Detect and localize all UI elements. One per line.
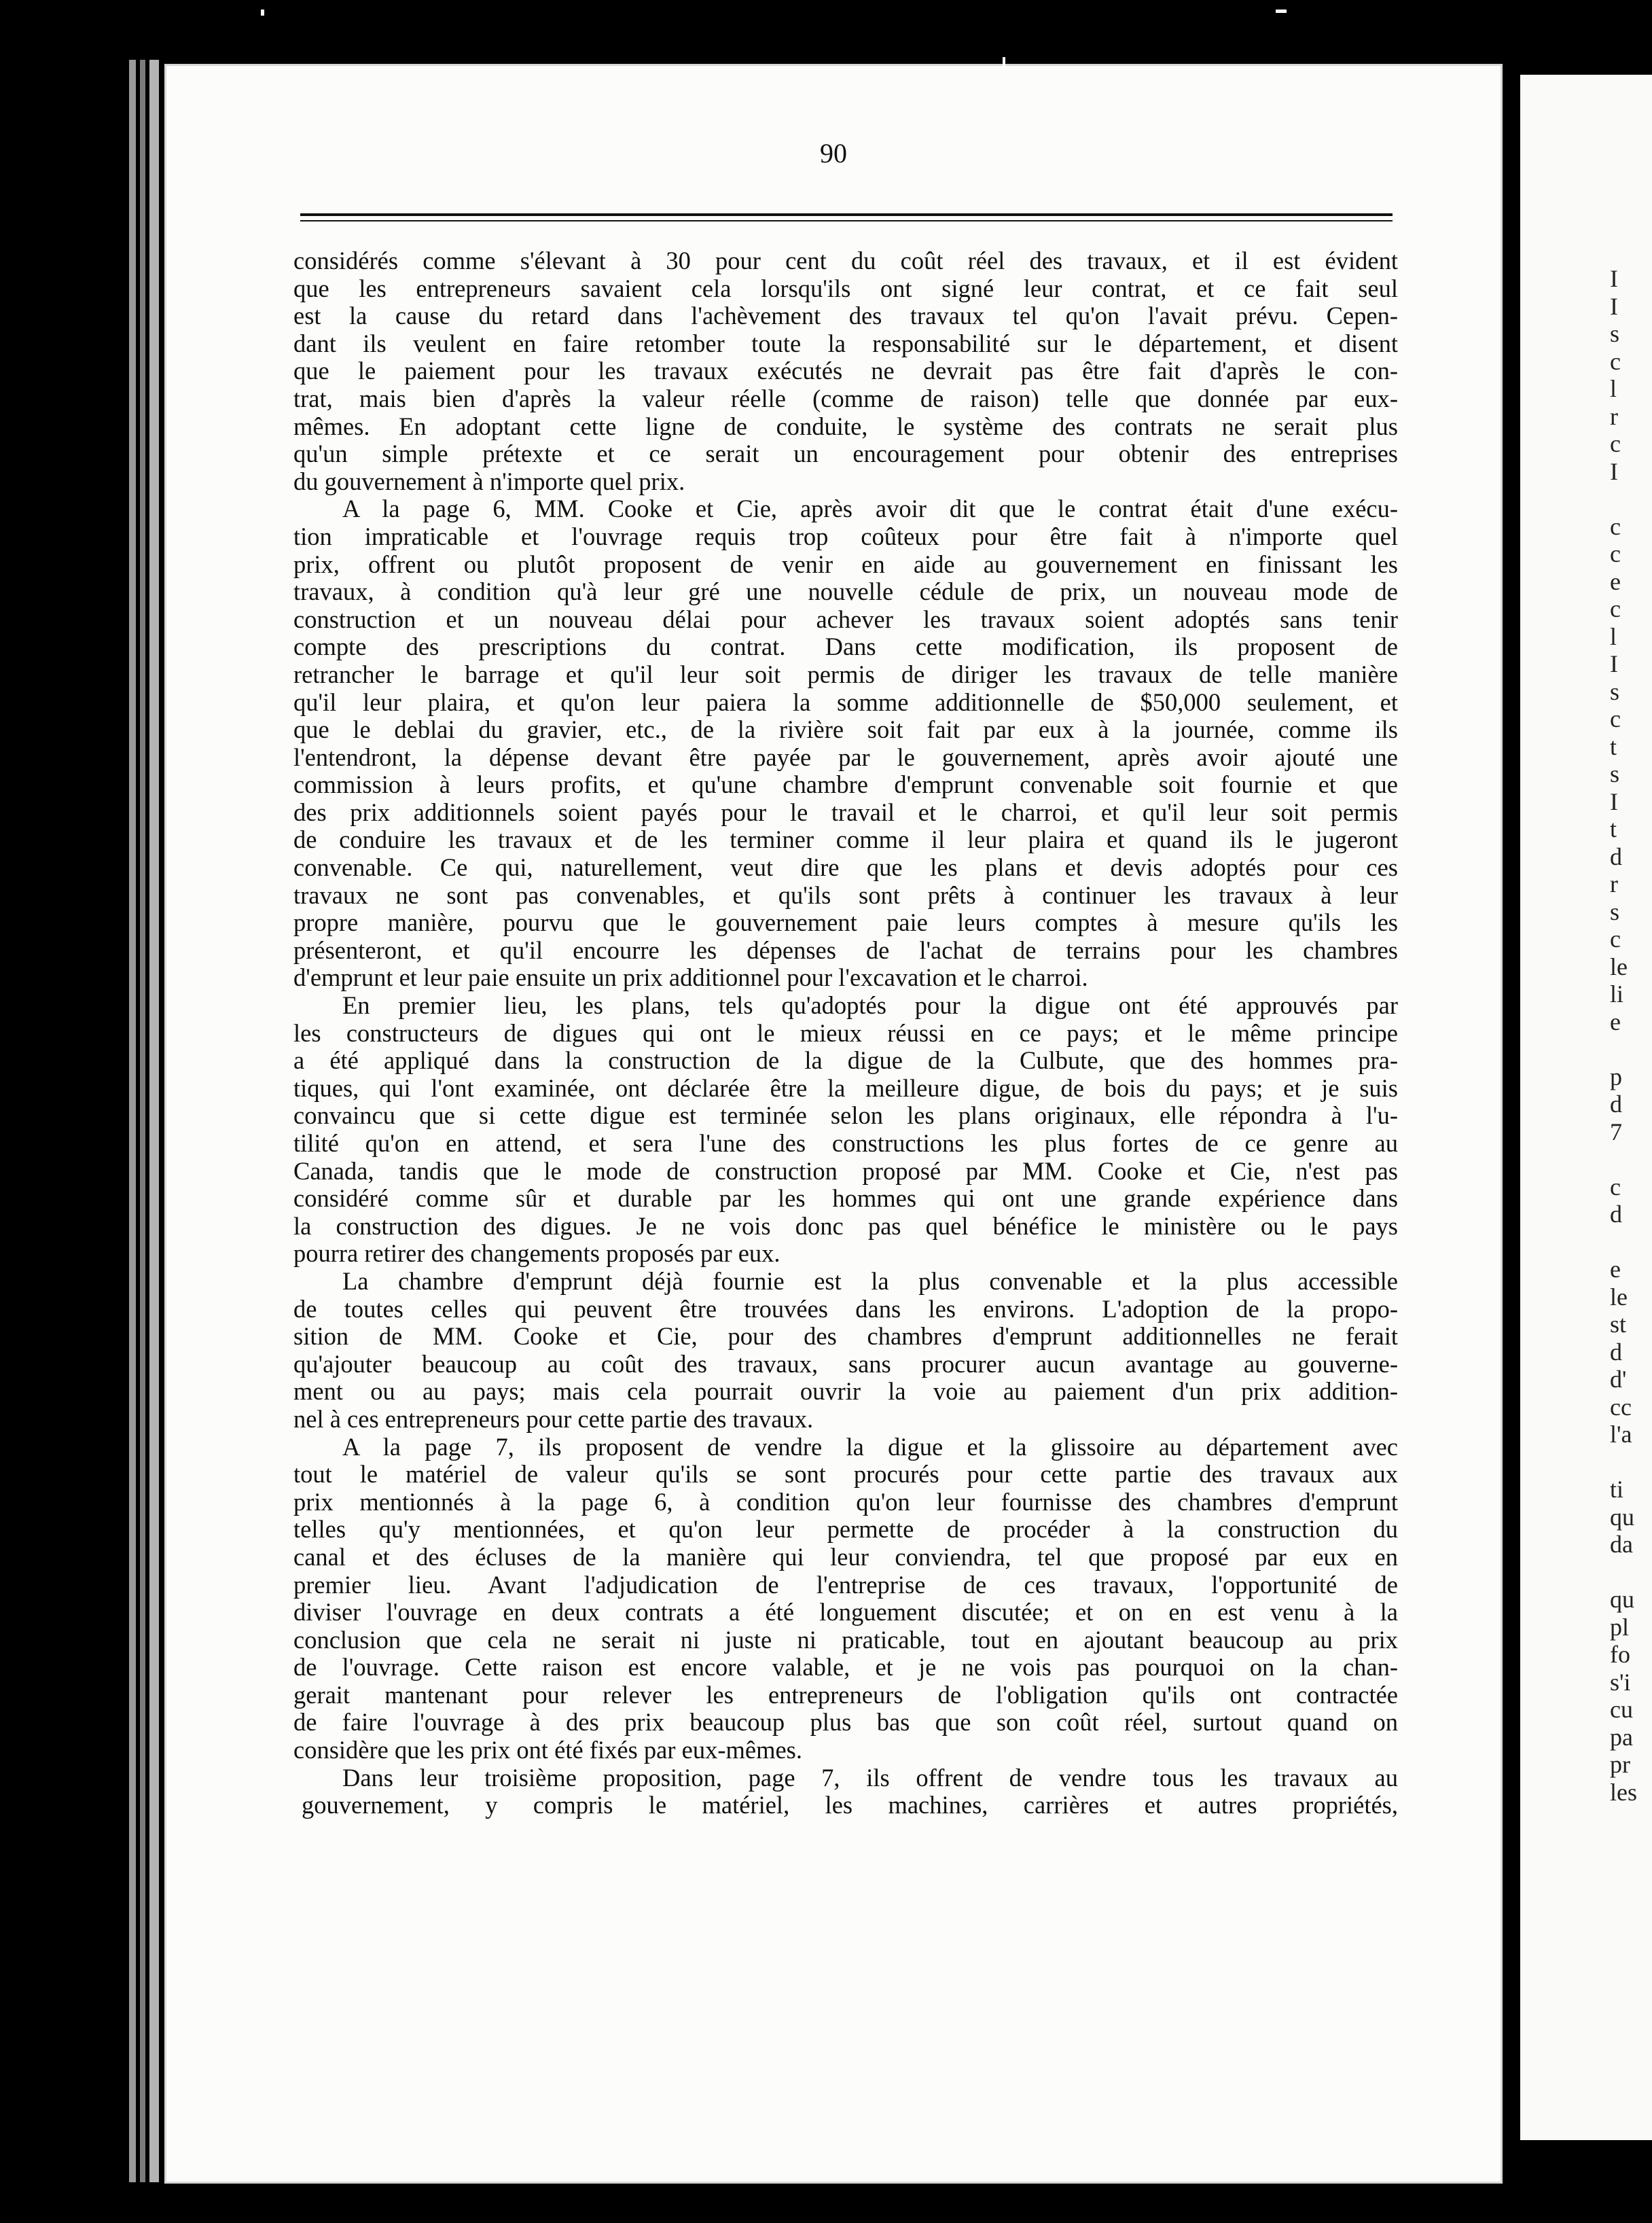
text-line: tout le matériel de valeur qu'ils se sont procurés pour cette partie des travaux aux bbox=[293, 1460, 1398, 1489]
text-line: qu'il leur plaira, et qu'on leur paiera la somme additionnelle de $50,000 seulement, et bbox=[293, 688, 1398, 716]
facing-page-fragment: l bbox=[1610, 622, 1617, 650]
facing-page-fragment: s bbox=[1610, 677, 1620, 705]
facing-page-fragment: p bbox=[1610, 1063, 1622, 1090]
text-line: Canada, tandis que le mode de construction proposé par MM. Cooke et Cie, n'est pas bbox=[293, 1156, 1398, 1185]
facing-page-fragment: ti bbox=[1610, 1476, 1624, 1503]
text-line: qu'un simple prétexte et ce serait un encouragement pour obtenir des entreprises bbox=[293, 440, 1398, 468]
text-line: commission à leurs profits, et qu'une chambre d'emprunt convenable soit fournie et que bbox=[293, 770, 1398, 799]
text-line: canal et des écluses de la manière qui leur conviendra, tel que proposé par eux en bbox=[293, 1542, 1398, 1571]
text-line: nel à ces entrepreneurs pour cette partie des travaux. bbox=[293, 1404, 814, 1433]
facing-page-fragment: pl bbox=[1610, 1613, 1630, 1641]
facing-page-text bbox=[1610, 265, 1652, 1806]
text-line: travaux, à condition qu'à leur gré une nouvelle cédule de prix, un nouveau mode de bbox=[293, 577, 1398, 606]
facing-page-fragment: pa bbox=[1610, 1723, 1633, 1751]
text-line: que les entrepreneurs savaient cela lorsqu'ils ont signé leur contrat, et ce fait seul bbox=[293, 274, 1398, 302]
text-line: prix mentionnés à la page 6, à condition qu'on leur fournisse des chambres d'emprunt bbox=[293, 1487, 1398, 1516]
facing-page-fragment: c bbox=[1610, 595, 1621, 622]
text-line: gouvernement, y compris le matériel, les machines, carrières et autres propriétés, bbox=[302, 1791, 1398, 1819]
facing-page-fragment: e bbox=[1610, 567, 1621, 595]
text-line: ment ou au pays; mais cela pourrait ouvrir la voie au paiement d'un prix addition- bbox=[293, 1377, 1398, 1406]
facing-page-fragment: t bbox=[1610, 732, 1617, 760]
facing-page-fragment: li bbox=[1610, 980, 1624, 1008]
facing-page-fragment: d' bbox=[1610, 1366, 1627, 1393]
page-number: 90 bbox=[820, 138, 847, 168]
scan-speck bbox=[261, 10, 264, 16]
text-line: présenteront, et qu'il encourre les dépenses de l'achat de terrains pour les chambres bbox=[293, 936, 1398, 964]
facing-page-fragment: cu bbox=[1610, 1696, 1633, 1723]
facing-page-fragment: e bbox=[1610, 1256, 1621, 1283]
text-line: tion impraticable et l'ouvrage requis trop coûteux pour être fait à n'importe quel bbox=[293, 522, 1398, 550]
facing-page-fragment: c bbox=[1610, 925, 1621, 953]
facing-page-fragment: les bbox=[1610, 1778, 1637, 1806]
facing-page-fragment: s'i bbox=[1610, 1668, 1631, 1696]
facing-page-fragment: st bbox=[1610, 1311, 1627, 1338]
text-line: les constructeurs de digues qui ont le mieux réussi en ce pays; et le même principe bbox=[293, 1018, 1398, 1047]
scan-speck bbox=[1276, 10, 1287, 13]
document-page bbox=[164, 64, 1503, 2184]
text-line: A la page 6, MM. Cooke et Cie, après avoir dit que le contrat était d'une exécu- bbox=[342, 495, 1398, 523]
facing-page-fragment: c bbox=[1610, 512, 1621, 540]
text-line: En premier lieu, les plans, tels qu'adoptés pour la digue ont été approuvés par bbox=[342, 991, 1398, 1020]
facing-page-fragment bbox=[1610, 1559, 1652, 1586]
facing-page-fragment: d bbox=[1610, 1090, 1622, 1118]
text-line: gerait mantenant pour relever les entrepreneurs de l'obligation qu'ils ont contractée bbox=[293, 1680, 1398, 1709]
facing-page-fragment: d bbox=[1610, 842, 1622, 870]
text-line: pourra retirer des changements proposés par eux. bbox=[293, 1239, 780, 1268]
text-line: du gouvernement à n'importe quel prix. bbox=[293, 467, 685, 495]
facing-page-fragment: le bbox=[1610, 953, 1628, 980]
facing-page-fragment: s bbox=[1610, 897, 1620, 925]
facing-page-fragment: r bbox=[1610, 402, 1618, 430]
text-line: trat, mais bien d'après la valeur réelle (comme de raison) telle que donnée par eux- bbox=[293, 384, 1398, 412]
facing-page-fragment: I bbox=[1610, 292, 1618, 320]
text-line: La chambre d'emprunt déjà fournie est la plus convenable et la plus accessible bbox=[342, 1266, 1398, 1295]
text-line: considère que les prix ont été fixés par eux-mêmes. bbox=[293, 1736, 802, 1764]
scan-speck bbox=[1003, 57, 1005, 69]
facing-page-fragment bbox=[1610, 1035, 1652, 1063]
text-line: propre manière, pourvu que le gouvernement paie leurs comptes à mesure qu'ils les bbox=[293, 908, 1398, 937]
facing-page-fragment: r bbox=[1610, 870, 1618, 897]
facing-page-fragment: d bbox=[1610, 1338, 1622, 1366]
facing-page-fragment: l'a bbox=[1610, 1421, 1632, 1448]
facing-page-fragment: c bbox=[1610, 1173, 1621, 1201]
text-line: que le paiement pour les travaux exécutés ne devrait pas être fait d'après le con- bbox=[293, 357, 1398, 385]
text-line: de conduire les travaux et de les terminer comme il leur plaira et quand ils le jugeront bbox=[293, 825, 1398, 854]
text-line: la construction des digues. Je ne vois donc pas quel bénéfice le ministère ou le pays bbox=[293, 1211, 1398, 1240]
text-line: d'emprunt et leur paie ensuite un prix additionnel pour l'excavation et le charroi. bbox=[293, 963, 1088, 992]
text-line: considérés comme s'élevant à 30 pour cent du coût réel des travaux, et il est évident bbox=[293, 247, 1398, 274]
text-line: A la page 7, ils proposent de vendre la digue et la glissoire au département avec bbox=[342, 1432, 1398, 1461]
facing-page-fragment: 7 bbox=[1610, 1118, 1622, 1145]
facing-page-fragment: d bbox=[1610, 1201, 1622, 1228]
facing-page-fragment bbox=[1610, 485, 1652, 513]
text-line: diviser l'ouvrage en deux contrats a été longuement discutée; et on en est venu à la bbox=[293, 1598, 1398, 1626]
facing-page-fragment: s bbox=[1610, 760, 1620, 787]
text-line: travaux ne sont pas convenables, et qu'ils sont prêts à continuer les travaux à leur bbox=[293, 881, 1398, 909]
text-line: de l'ouvrage. Cette raison est encore valable, et je ne vois pas pourquoi on la chan- bbox=[293, 1653, 1398, 1682]
text-line: telles qu'y mentionnées, et qu'on leur permette de procéder à la construction du bbox=[293, 1515, 1398, 1544]
text-line: Dans leur troisième proposition, page 7, ils offrent de vendre tous les travaux au bbox=[342, 1763, 1398, 1792]
facing-page-fragment: I bbox=[1610, 457, 1618, 485]
text-line: que le deblai du gravier, etc., de la rivière soit fait par eux à la journée, comme ils bbox=[293, 715, 1398, 744]
facing-page-fragment: I bbox=[1610, 787, 1618, 815]
facing-page-fragment: c bbox=[1610, 347, 1621, 375]
header-rule-bottom bbox=[300, 220, 1393, 221]
facing-page-fragment bbox=[1610, 1228, 1652, 1256]
text-line: a été appliqué dans la construction de la digue de la Culbute, que des hommes pra- bbox=[293, 1046, 1398, 1075]
text-line: des prix additionnels soient payés pour le travail et le charroi, et qu'il leur soit permis bbox=[293, 798, 1398, 826]
text-line: l'entendront, la dépense devant être payée par le gouvernement, après avoir ajouté une bbox=[293, 743, 1398, 771]
facing-page-fragment: t bbox=[1610, 815, 1617, 842]
facing-page-fragment: I bbox=[1610, 265, 1618, 292]
facing-page-fragment: l bbox=[1610, 375, 1617, 402]
facing-page-fragment: fo bbox=[1610, 1641, 1630, 1668]
text-line: compte des prescriptions du contrat. Dans cette modification, ils proposent de bbox=[293, 633, 1398, 661]
facing-page-fragment: pr bbox=[1610, 1751, 1630, 1778]
facing-page-fragment bbox=[1610, 1448, 1652, 1476]
facing-page-fragment: le bbox=[1610, 1283, 1628, 1311]
text-line: considéré comme sûr et durable par les hommes qui ont une grande expérience dans bbox=[293, 1184, 1398, 1213]
facing-page-fragment: s bbox=[1610, 320, 1620, 347]
text-line: qu'ajouter beaucoup au coût des travaux, sans procurer aucun avantage au gouverne- bbox=[293, 1349, 1398, 1378]
text-line: de faire l'ouvrage à des prix beaucoup plus bas que son coût réel, surtout quand on bbox=[293, 1708, 1398, 1737]
text-line: dant ils veulent en faire retomber toute la responsabilité sur le département, et disent bbox=[293, 329, 1398, 357]
facing-page-fragment: c bbox=[1610, 540, 1621, 567]
text-line: prix, offrent ou plutôt proposent de venir en aide au gouvernement en finissant les bbox=[293, 550, 1398, 578]
facing-page-fragment: c bbox=[1610, 430, 1621, 457]
text-line: mêmes. En adoptant cette ligne de conduite, le système des contrats ne serait plus bbox=[293, 412, 1398, 440]
text-line: tiques, qui l'ont examinée, ont déclarée être la meilleure digue, de bois du pays; et je suis bbox=[293, 1073, 1398, 1102]
header-rule-top bbox=[300, 213, 1393, 216]
text-line: retrancher le barrage et qu'il leur soit permis de diriger les travaux de telle manière bbox=[293, 660, 1398, 688]
facing-page-fragment: qu bbox=[1610, 1586, 1634, 1613]
facing-page-fragment: cc bbox=[1610, 1393, 1632, 1421]
facing-page-fragment: I bbox=[1610, 650, 1618, 677]
text-line: premier lieu. Avant l'adjudication de l'entreprise de ces travaux, l'opportunité de bbox=[293, 1570, 1398, 1599]
facing-page-fragment: c bbox=[1610, 705, 1621, 732]
facing-page-fragment bbox=[1610, 1145, 1652, 1173]
text-line: construction et un nouveau délai pour achever les travaux soient adoptés sans tenir bbox=[293, 605, 1398, 633]
text-line: tilité qu'on en attend, et sera l'une des constructions les plus fortes de ce genre au bbox=[293, 1129, 1398, 1157]
text-line: convenable. Ce qui, naturellement, veut dire que les plans et devis adoptés pour ces bbox=[293, 853, 1398, 882]
facing-page-fragment: da bbox=[1610, 1531, 1633, 1558]
text-line: conclusion que cela ne serait ni juste ni praticable, tout en ajoutant beaucoup au prix bbox=[293, 1625, 1398, 1654]
text-line: sition de MM. Cooke et Cie, pour des chambres d'emprunt additionnelles ne ferait bbox=[293, 1322, 1398, 1351]
text-line: convaincu que si cette digue est terminée selon les plans originaux, elle répondra à l'u- bbox=[293, 1101, 1398, 1130]
text-line: de toutes celles qui peuvent être trouvées dans les environs. L'adoption de la propo- bbox=[293, 1294, 1398, 1323]
body-text bbox=[293, 247, 1398, 1819]
text-line: est la cause du retard dans l'achèvement des travaux tel qu'on l'avait prévu. Cepen- bbox=[293, 302, 1398, 330]
facing-page-fragment: qu bbox=[1610, 1503, 1634, 1531]
facing-page-fragment: e bbox=[1610, 1008, 1621, 1035]
